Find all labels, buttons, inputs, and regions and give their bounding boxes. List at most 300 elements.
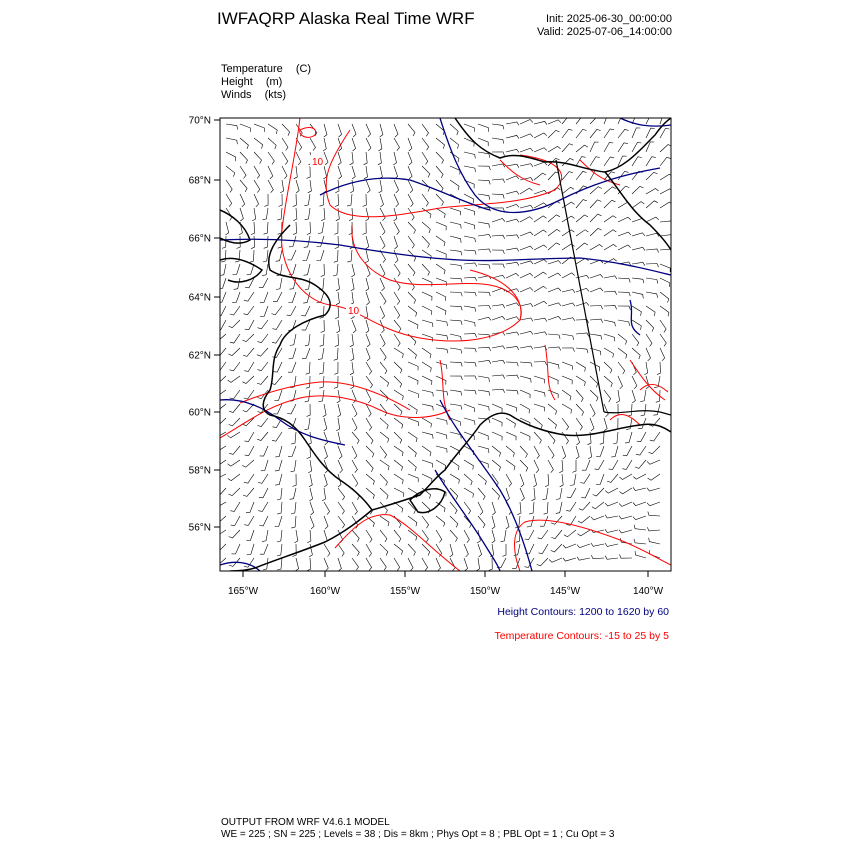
wind-barb [363, 222, 367, 235]
wind-barb [492, 488, 500, 500]
wind-barb [581, 488, 590, 498]
wind-barb [264, 194, 268, 207]
wind-barb [289, 348, 296, 359]
wind-barb [422, 194, 428, 206]
wind-barb [366, 488, 374, 499]
wind-barb [335, 194, 339, 207]
wind-barb [492, 530, 495, 543]
wind-barb [436, 390, 448, 396]
wind-barb [450, 222, 461, 229]
wind-barb [646, 306, 655, 316]
wind-barb [408, 544, 415, 556]
wind-barb [318, 348, 324, 360]
wind-barb [273, 362, 282, 372]
wind-barb [520, 318, 533, 321]
wind-barb [605, 529, 618, 532]
wind-barb [350, 292, 354, 305]
wind-barb [464, 460, 473, 470]
wind-barb [618, 362, 625, 374]
wind-barb [506, 375, 519, 379]
wind-barb [338, 404, 341, 417]
wind-barb [282, 152, 288, 165]
wind-barb [450, 516, 458, 527]
wind-barb [492, 502, 495, 515]
wind-barb [243, 418, 254, 426]
wind-barb [408, 236, 414, 248]
wind-barb [363, 194, 367, 207]
wind-barb [262, 264, 268, 276]
wind-barb [492, 219, 505, 223]
wind-barb [272, 432, 282, 441]
wind-barb [646, 320, 654, 332]
wind-barb [636, 446, 646, 455]
wind-barb [422, 264, 430, 276]
wind-barb [338, 152, 341, 165]
wind-barb [534, 301, 547, 306]
wind-barb [228, 474, 240, 481]
wind-barb [576, 390, 583, 402]
wind-barb [632, 128, 640, 138]
wind-barb [534, 173, 546, 180]
wind-barb [408, 390, 418, 398]
wind-barb [408, 166, 412, 179]
wind-barb [436, 376, 446, 385]
height-contour [220, 239, 671, 275]
wind-barb [422, 306, 432, 315]
wind-barb [660, 320, 666, 332]
wind-barb [478, 446, 489, 453]
wind-barb [450, 124, 458, 135]
wind-barb [520, 188, 533, 194]
lon-label: 155°W [389, 586, 421, 597]
wind-barb [394, 488, 404, 497]
wind-barb [619, 516, 632, 519]
wind-barb [324, 516, 328, 529]
wind-barb [394, 362, 402, 373]
wind-barb [352, 446, 357, 459]
lat-label: 68°N [188, 175, 211, 187]
wind-barb [604, 334, 615, 341]
wind-barb [533, 474, 536, 487]
wind-barb [244, 516, 254, 525]
wind-barb [310, 138, 316, 151]
wind-barb [379, 180, 382, 193]
wind-barb [322, 488, 326, 501]
wind-barb [646, 233, 659, 236]
wind-barb [464, 418, 475, 425]
wind-barb [422, 460, 433, 468]
wind-barb [595, 460, 605, 470]
wind-barb [590, 288, 603, 292]
wind-barb [364, 152, 368, 165]
wind-barb [534, 216, 546, 222]
wind-barb [380, 376, 389, 387]
wind-barb [638, 418, 646, 428]
wind-barb [577, 544, 590, 548]
wind-barb [220, 264, 226, 275]
wind-barb [604, 142, 613, 152]
wind-barb [307, 166, 311, 179]
wind-barb [408, 222, 416, 234]
wind-barb [275, 390, 283, 401]
wind-barb [660, 292, 669, 303]
wind-barb [646, 264, 659, 268]
wind-barb [234, 278, 240, 289]
wind-barb [422, 138, 429, 150]
wind-barb [336, 418, 340, 431]
wind-barb [335, 334, 339, 347]
wind-barb [272, 306, 283, 315]
wind-barb [272, 418, 282, 428]
valid-time: Valid: 2025-07-06_14:00:00 [537, 26, 672, 38]
wind-barb [350, 348, 354, 361]
wind-barb [258, 502, 268, 511]
wind-barb [534, 272, 547, 278]
wind-barb [478, 194, 490, 200]
wind-barb [563, 544, 576, 548]
wind-barb [548, 347, 561, 351]
wind-barb [229, 488, 241, 496]
wind-barb [366, 362, 372, 375]
wind-barb [548, 146, 561, 152]
wind-barb [579, 502, 590, 510]
wind-barb [310, 502, 314, 515]
wind-barb [562, 230, 574, 236]
lon-label: 150°W [469, 586, 501, 597]
wind-barb [478, 502, 483, 515]
lon-label: 160°W [309, 586, 341, 597]
wind-barb [450, 138, 459, 149]
wind-barb [604, 390, 611, 402]
wind-barb [301, 306, 310, 316]
wind-barb [562, 432, 569, 444]
wind-barb [408, 432, 417, 442]
wind-barb [478, 222, 490, 228]
wind-barb [244, 390, 254, 399]
wind-barb [476, 558, 480, 571]
wind-barb [478, 516, 485, 528]
wind-barb [590, 200, 601, 208]
wind-barb [478, 488, 485, 500]
wind-barb [380, 306, 385, 319]
wind-barb [576, 145, 588, 152]
wind-barb [647, 502, 660, 506]
wind-barb [254, 180, 260, 193]
wind-barb [394, 404, 402, 415]
wind-barb [542, 488, 548, 500]
wind-barb [276, 278, 282, 290]
wind-barb [309, 488, 312, 501]
wind-barb [216, 362, 226, 371]
wind-barb [408, 418, 418, 426]
wind-barb [464, 530, 469, 543]
wind-barb [635, 551, 646, 558]
wind-barb [590, 376, 598, 387]
wind-barb [317, 250, 324, 261]
wind-barb [562, 348, 575, 352]
wind-barb [226, 124, 238, 130]
wind-barb [604, 362, 612, 373]
lat-label: 70°N [188, 115, 211, 127]
wind-barb [604, 418, 607, 431]
wind-barb [633, 474, 646, 479]
wind-barb [596, 474, 604, 484]
wind-barb [228, 376, 240, 382]
latitude-axis [189, 116, 220, 534]
wind-barb [657, 362, 661, 375]
wind-barb [321, 264, 325, 277]
wind-barb [520, 232, 533, 236]
wind-barb [258, 320, 269, 329]
wind-barb [450, 278, 462, 283]
wind-barb [243, 488, 254, 496]
wind-barb [478, 234, 491, 237]
wind-barb [408, 306, 417, 317]
wind-barb [280, 180, 284, 193]
wind-barb [422, 558, 428, 571]
wind-barb [660, 278, 670, 287]
wind-barb [572, 460, 576, 472]
wind-barb [562, 318, 575, 321]
wind-barb [646, 114, 655, 124]
wind-barb [422, 376, 432, 385]
wind-barb [436, 446, 447, 453]
wind-barb [308, 180, 312, 193]
wind-barb [520, 134, 533, 138]
field-temperature-unit: (C) [295, 63, 312, 75]
wind-barb [393, 152, 396, 165]
wind-barb [548, 172, 559, 180]
wind-barb [653, 404, 660, 415]
wind-barb [590, 306, 603, 310]
wind-barb [520, 390, 530, 398]
wind-barb [380, 418, 388, 429]
wind-barb [520, 474, 524, 487]
wind-barb [247, 264, 254, 275]
wind-barb [436, 292, 446, 301]
wind-barb [548, 334, 560, 339]
height-contour [620, 118, 671, 335]
wind-barb [226, 138, 237, 144]
wind-barb [590, 319, 603, 323]
wind-barb [366, 558, 372, 571]
wind-barb [506, 418, 515, 428]
wind-barb [548, 130, 560, 138]
wind-barb [304, 418, 310, 430]
wind-barb [394, 432, 402, 444]
wind-barb [394, 236, 398, 249]
model-settings: WE = 225 ; SN = 225 ; Levels = 38 ; Dis = 8km ; Phys Opt = 8 ; PBL Opt = 1 ; Cu Opt = 3 [221, 829, 615, 840]
wind-barb [245, 432, 255, 442]
wind-barb [588, 446, 591, 459]
wind-barb [563, 558, 576, 561]
wind-barb [268, 152, 274, 164]
wind-barb [320, 194, 325, 206]
wind-barb [605, 556, 618, 560]
wind-barb [380, 516, 389, 526]
wind-barb [506, 135, 519, 138]
wind-barb [352, 166, 355, 179]
wind-barb [380, 348, 386, 360]
wind-barb [252, 208, 256, 221]
wind-barb [324, 558, 328, 571]
wind-barb [534, 318, 547, 321]
wind-barb [293, 222, 297, 235]
wind-barb [537, 558, 548, 566]
wind-barb [305, 208, 310, 220]
wind-barb [422, 334, 433, 342]
wind-barb [604, 320, 615, 326]
wind-barb [450, 250, 462, 255]
wind-barb [540, 516, 548, 526]
wind-barb [352, 474, 358, 487]
wind-barb [576, 230, 588, 236]
wind-barb [307, 222, 311, 235]
wind-barb [478, 292, 490, 296]
field-temperature-name: Temperature [221, 63, 283, 75]
wind-barb [501, 530, 507, 542]
wind-barb [646, 292, 658, 298]
wind-barb [520, 404, 530, 413]
wind-barb [464, 502, 471, 514]
wind-barb [422, 404, 433, 410]
wind-barb [323, 138, 326, 151]
wind-barb [436, 222, 446, 230]
wind-barb [506, 248, 519, 251]
wind-barb [562, 116, 573, 125]
wind-barb [562, 303, 575, 306]
wind-barb [338, 446, 342, 459]
wind-barb [576, 362, 585, 372]
wind-barb [635, 460, 646, 468]
wind-barb [436, 530, 442, 543]
wind-barb [277, 208, 282, 220]
wind-barb [394, 124, 398, 137]
wind-barb [620, 488, 633, 494]
wind-barb [251, 222, 255, 235]
wind-barb [394, 376, 402, 388]
wind-barb [520, 488, 524, 501]
wind-barb [576, 303, 589, 306]
wind-barb [310, 516, 314, 529]
wind-barb [422, 124, 429, 136]
lat-label: 66°N [188, 233, 211, 245]
wind-barb [548, 215, 560, 222]
wind-barb [632, 334, 639, 346]
wind-barb [273, 292, 282, 302]
wind-barb [632, 278, 644, 283]
wind-barb [336, 292, 340, 305]
wind-barb [352, 460, 357, 473]
wind-barb [492, 432, 502, 440]
wind-barb [436, 166, 443, 178]
wind-barb [282, 138, 288, 151]
wind-barb [632, 306, 641, 316]
wind-barb [478, 432, 488, 440]
wind-barb [520, 217, 533, 222]
wind-barb [338, 460, 343, 473]
wind-barb [548, 418, 557, 429]
wind-barb [352, 418, 357, 431]
wind-barb [648, 512, 660, 517]
wind-barb [492, 138, 504, 144]
wind-barb [306, 376, 310, 388]
wind-barb [562, 334, 574, 340]
wind-barb [436, 152, 444, 164]
wind-barb [394, 306, 400, 319]
wind-barb [660, 264, 670, 272]
field-winds-unit: (kts) [264, 89, 287, 101]
wind-barb [231, 516, 240, 526]
coastline-ne [605, 172, 671, 250]
wind-barb [492, 389, 505, 393]
wind-barb [548, 404, 557, 415]
wind-barb [366, 334, 370, 347]
wind-barb [422, 516, 429, 528]
wind-barb [293, 208, 297, 221]
wind-barb [268, 124, 277, 134]
wind-barb [272, 320, 282, 329]
contour-label-10-a: 10 [312, 157, 324, 168]
wind-barb [310, 124, 317, 136]
wind-barb [250, 250, 254, 262]
wind-barb [633, 516, 646, 520]
wind-barb [226, 194, 232, 207]
wind-barb [464, 348, 476, 352]
wind-barb [436, 516, 445, 527]
wind-barb [506, 191, 519, 194]
wind-barb [228, 348, 240, 356]
wind-barb [293, 194, 297, 207]
wind-barb [534, 432, 541, 444]
wind-barb [534, 121, 547, 124]
wind-barb [394, 460, 403, 471]
wind-barb [492, 235, 505, 239]
wind-barb [436, 236, 445, 246]
wind-barb [450, 390, 462, 396]
wind-barb [506, 390, 518, 394]
wind-barb [422, 362, 431, 372]
wind-barb [240, 194, 245, 207]
wind-barb [394, 530, 401, 542]
wind-barb [352, 558, 359, 570]
temperature-contour [220, 396, 450, 438]
wind-barb [560, 474, 564, 487]
wind-barb [237, 236, 241, 249]
wind-barb [233, 264, 240, 275]
wind-barb [394, 264, 400, 276]
wind-barb [408, 376, 418, 385]
wind-barb [614, 404, 618, 417]
wind-barb [506, 122, 519, 125]
wind-barb [217, 306, 226, 316]
wind-barb [366, 138, 371, 151]
wind-barb [408, 292, 416, 304]
wind-barb [366, 320, 369, 333]
wind-barb [366, 544, 372, 557]
wind-barb [291, 516, 296, 528]
wind-barb [309, 474, 312, 487]
wind-barb [352, 432, 359, 444]
wind-barb [566, 502, 576, 511]
wind-barb [422, 432, 433, 439]
wind-barb [436, 558, 441, 571]
wind-barb [366, 474, 374, 485]
wind-barb [520, 346, 533, 349]
wind-barb [394, 194, 399, 207]
wind-barb [366, 348, 370, 361]
wind-barb [591, 516, 604, 520]
